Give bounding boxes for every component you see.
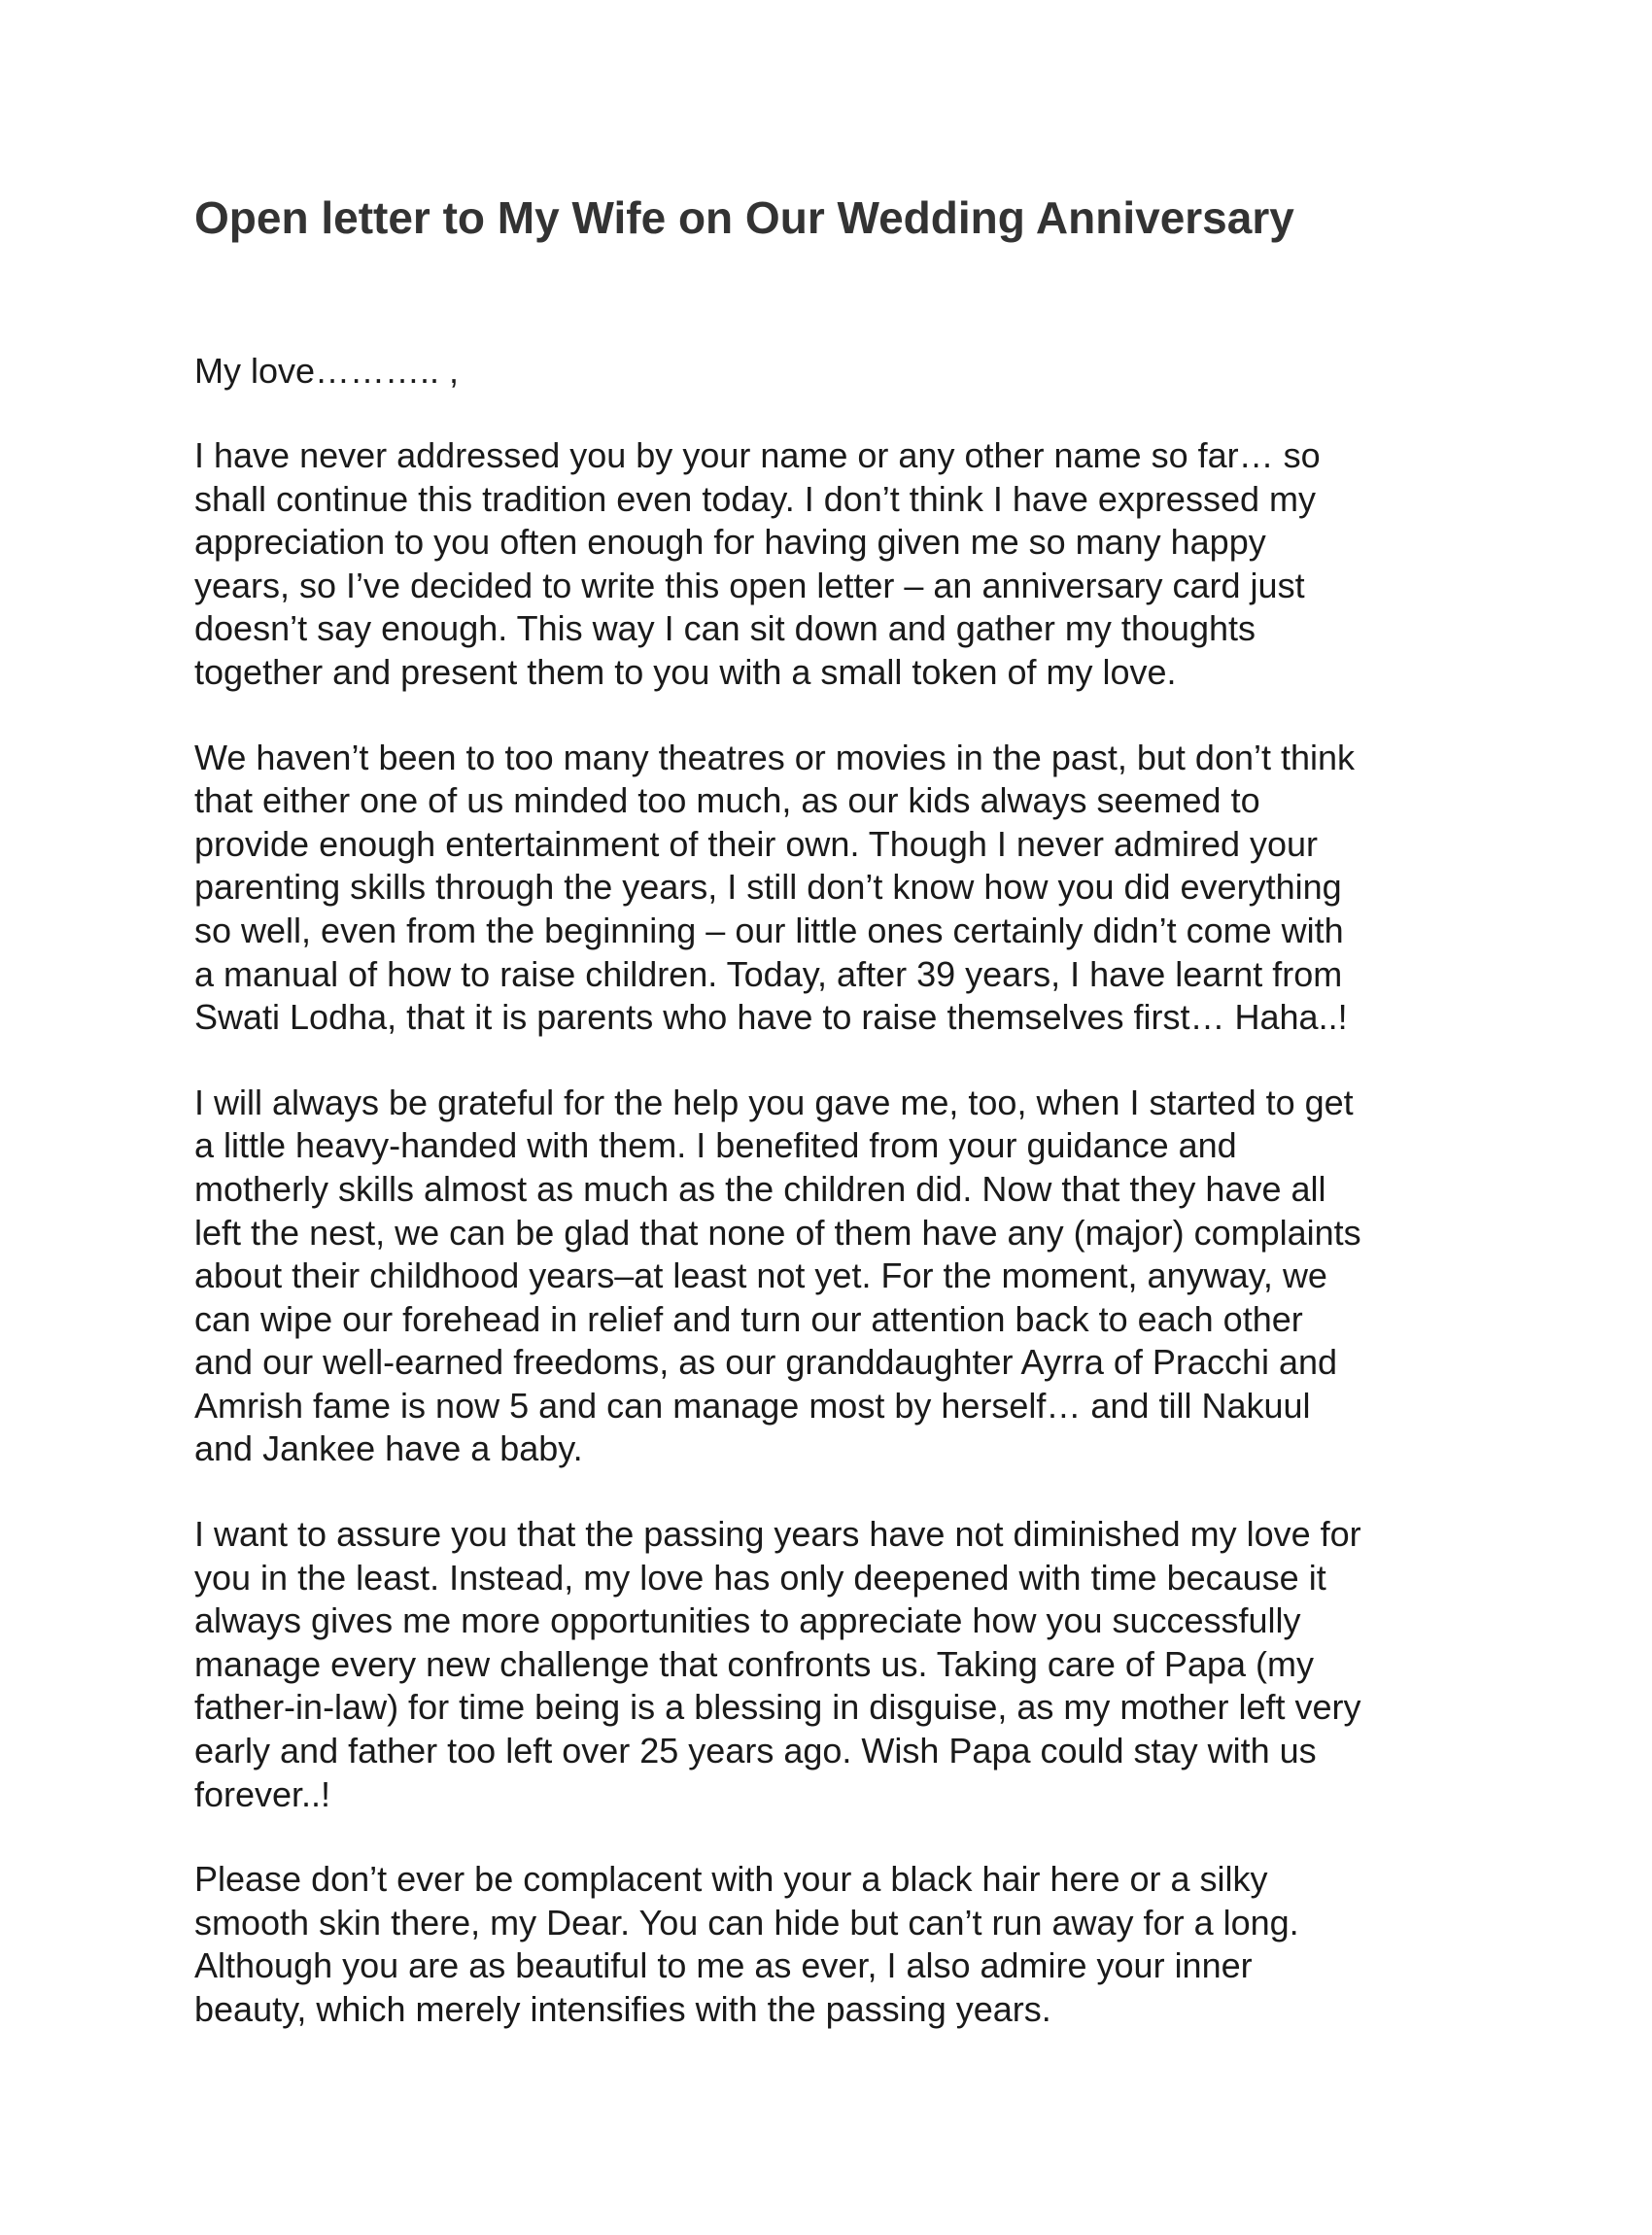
text-line: doesn’t say enough. This way I can sit down and gather my thoughts [194,608,1256,649]
text-line: provide enough entertainment of their own. Though I never admired your [194,823,1319,864]
paragraph-beauty [194,1858,1477,2031]
text-line: Although you are as beautiful to me as ever, I also admire your inner [194,1945,1253,1986]
letter-body [194,190,1477,2032]
text-line: We haven’t been to too many theatres or movies in the past, but don’t think [194,737,1356,777]
text-line: you in the least. Instead, my love has only deepened with time because it [194,1557,1326,1598]
text-line: early and father too left over 25 years ago. Wish Papa could stay with us [194,1731,1317,1771]
paragraph-theatres [194,737,1477,1040]
text-line: a manual of how to raise children. Today, after 39 years, I have learnt from [194,953,1343,994]
text-line: forever..! [194,1773,331,1814]
text-line: parenting skills through the years, I still don’t know how you did everything [194,867,1342,908]
text-line: motherly skills almost as much as the children did. Now that they have all [194,1168,1326,1209]
text-line: about their childhood years–at least not yet. For the moment, anyway, we [194,1255,1327,1296]
text-line: shall continue this tradition even today. I don’t think I have expressed my [194,478,1316,519]
letter-title: Open letter to My Wife on Our Wedding Anniversary [194,192,1294,243]
paragraph-intro [194,434,1477,695]
salutation: My love……….. , [194,351,460,391]
text-line: a little heavy-handed with them. I benefited from your guidance and [194,1125,1237,1166]
text-line: I will always be grateful for the help you gave me, too, when I started to get [194,1082,1354,1122]
text-line: I have never addressed you by your name or any other name so far… so [194,435,1321,475]
text-line: so well, even from the beginning – our little ones certainly didn’t come with [194,910,1344,950]
text-line: that either one of us minded too much, as our kids always seemed to [194,780,1260,821]
text-line: and our well-earned freedoms, as our granddaughter Ayrra of Pracchi and [194,1342,1338,1383]
text-line: can wipe our forehead in relief and turn our attention back to each other [194,1298,1303,1339]
text-line: Please don’t ever be complacent with your a black hair here or a silky [194,1859,1268,1900]
text-line: always gives me more opportunities to appreciate how you successfully [194,1600,1301,1641]
text-line: beauty, which merely intensifies with the passing years. [194,1989,1051,2029]
text-line: and Jankee have a baby. [194,1428,583,1469]
text-line: together and present them to you with a small token of my love. [194,651,1177,692]
text-line: smooth skin there, my Dear. You can hide but can’t run away for a long. [194,1902,1299,1943]
text-line: years, so I’ve decided to write this open letter – an anniversary card just [194,565,1305,605]
paragraph-grateful [194,1082,1477,1471]
paragraph-assurance [194,1513,1477,1816]
text-line: manage every new challenge that confronts us. Taking care of Papa (my [194,1643,1314,1684]
text-line: left the nest, we can be glad that none of them have any (major) complaints [194,1212,1361,1253]
text-line: Amrish fame is now 5 and can manage most by herself… and till Nakuul [194,1385,1311,1426]
text-line: father-in-law) for time being is a blessing in disguise, as my mother left very [194,1687,1361,1728]
text-line: appreciation to you often enough for having given me so many happy [194,522,1266,563]
text-line: I want to assure you that the passing years have not diminished my love for [194,1514,1361,1555]
text-line: Swati Lodha, that it is parents who have to raise themselves first… Haha..! [194,997,1348,1038]
